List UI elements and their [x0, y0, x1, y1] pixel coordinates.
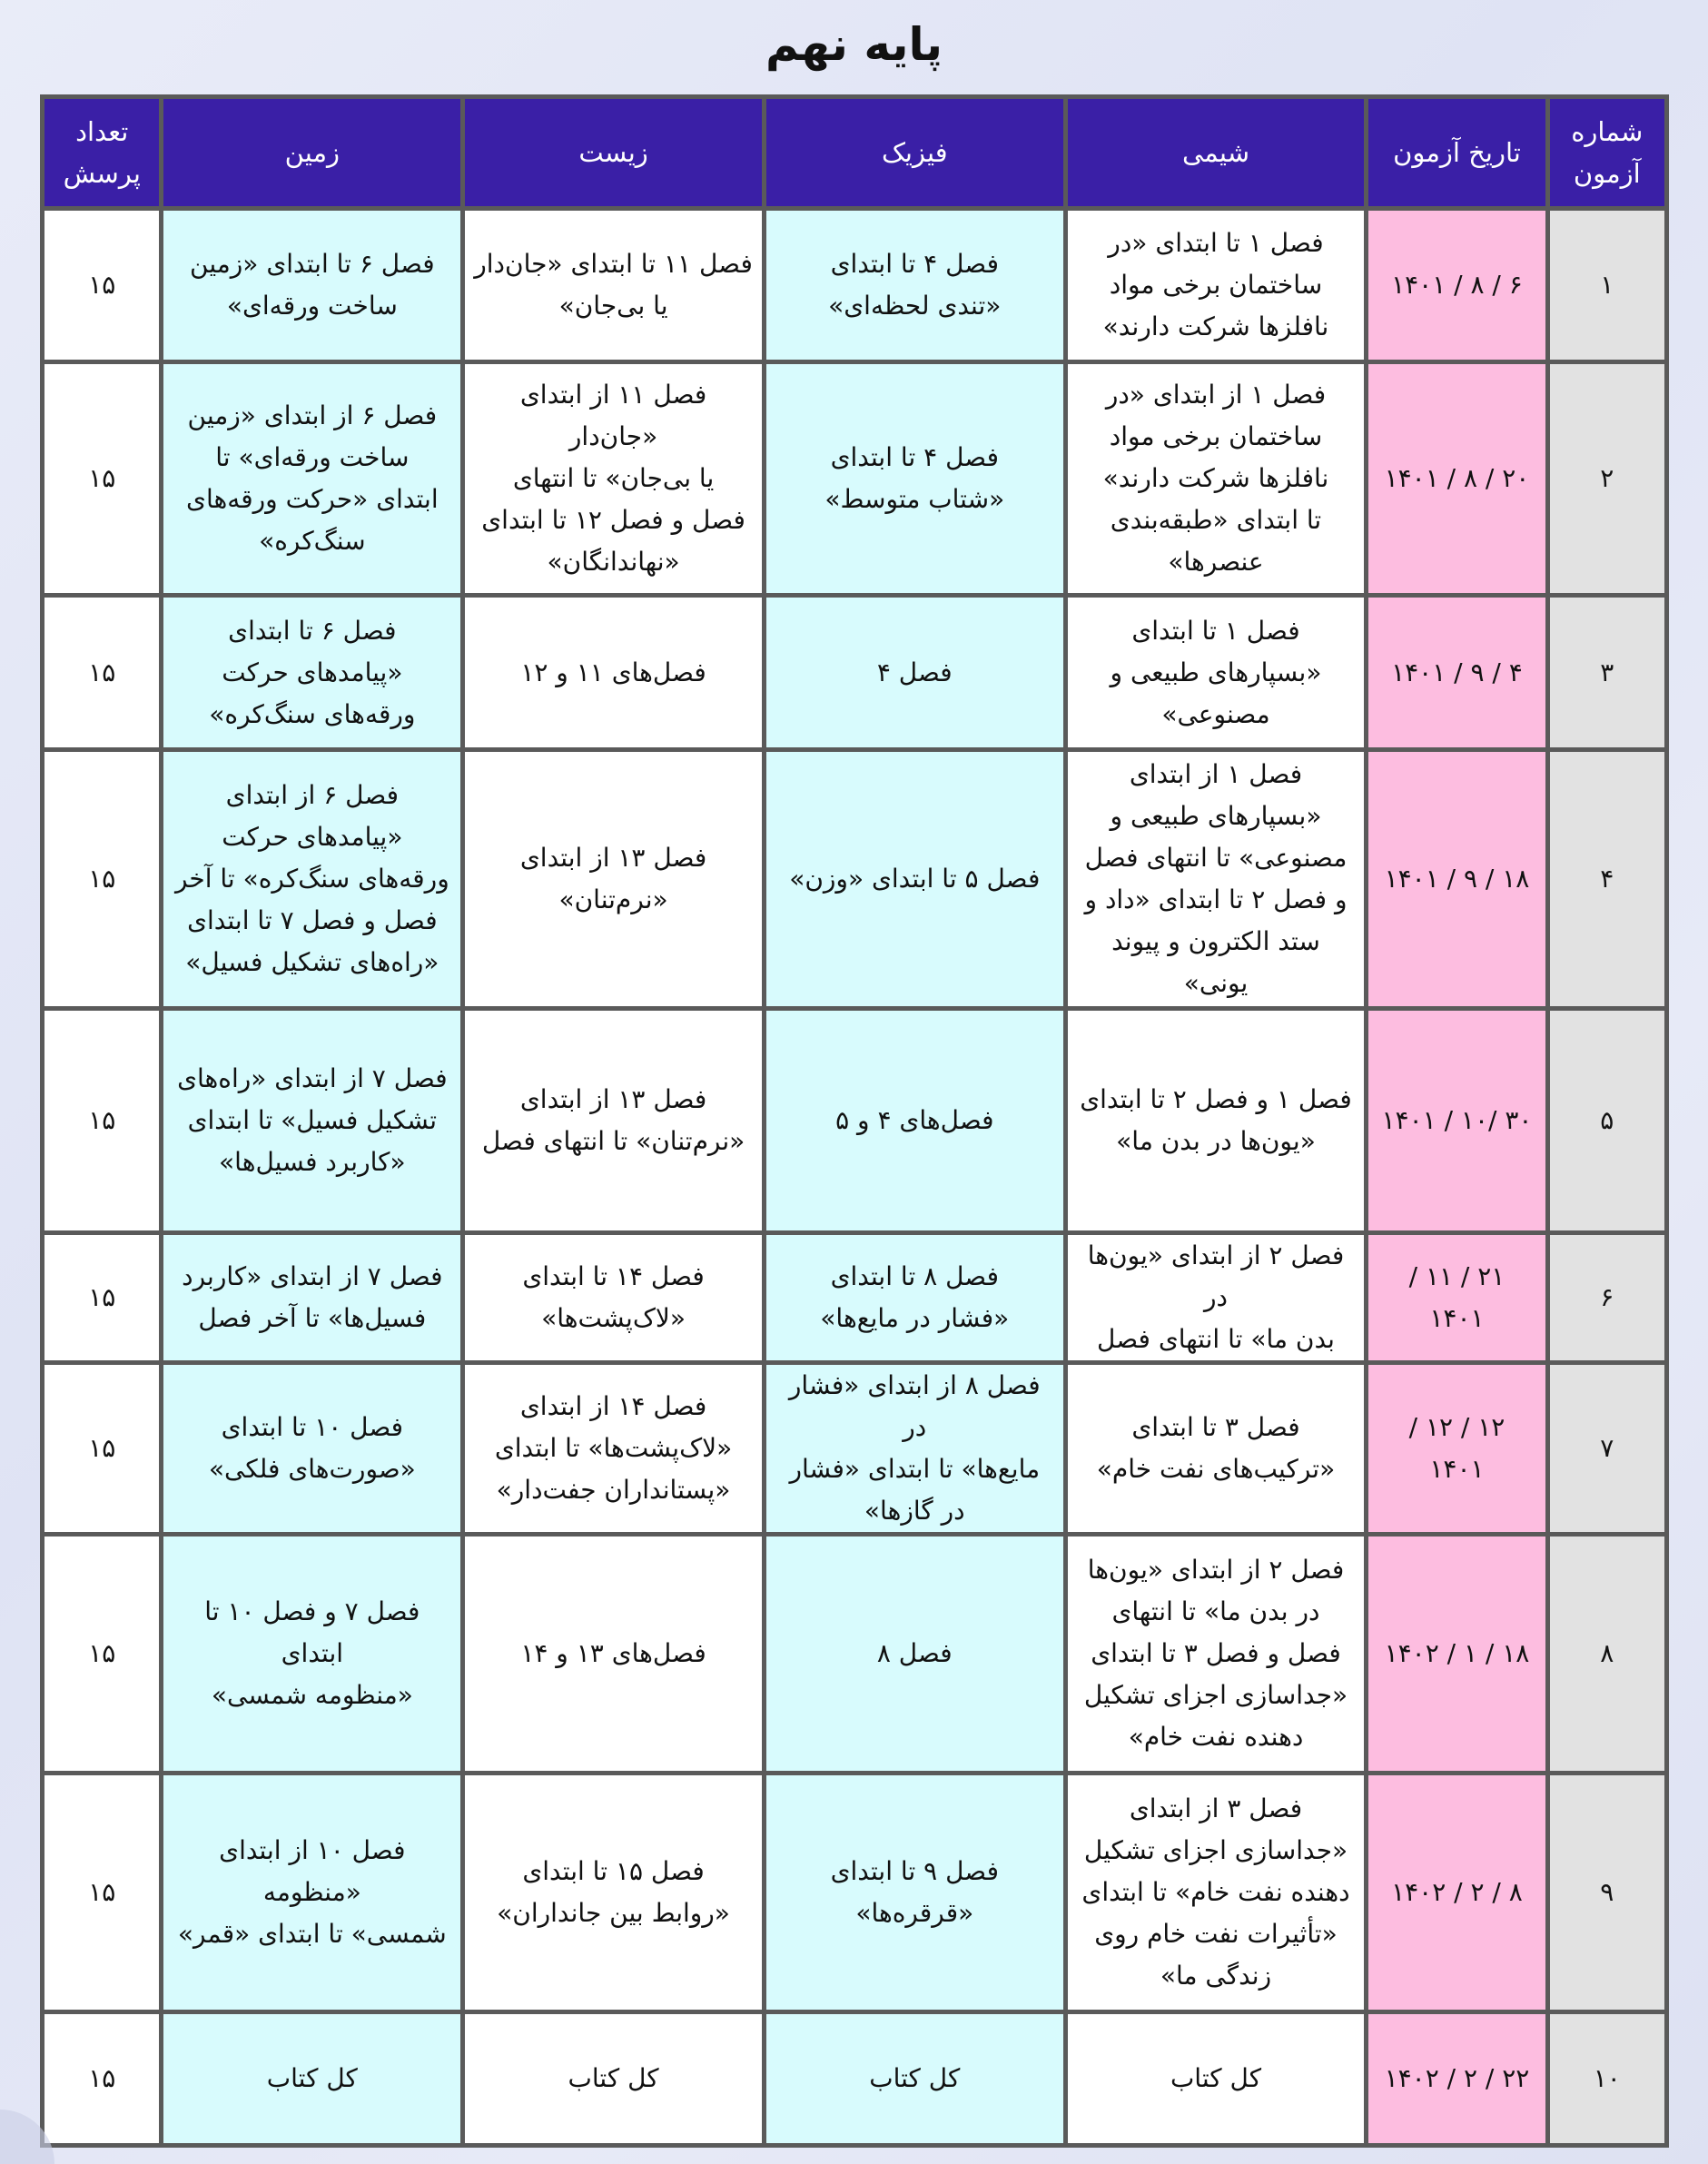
chemistry-cell: فصل ۲ از ابتدای «یون‌ها در بدن ما» تا انتهای فصل [1068, 1235, 1365, 1360]
exam-number-cell: ۵ [1550, 1011, 1664, 1230]
chemistry-cell: فصل ۳ از ابتدای «جداسازی اجزای تشکیل دهنده نفت خام» تا ابتدای «تأثیرات نفت خام روی زندگی ما» [1068, 1775, 1365, 2010]
earth-cell: فصل ۷ از ابتدای «کاربرد فسیل‌ها» تا آخر فصل [163, 1235, 460, 1360]
table-row [44, 1537, 1664, 1771]
earth-cell: فصل ۱۰ از ابتدای «منظومه شمسی» تا ابتدای «قمر» [163, 1775, 460, 2010]
question-count-cell: ۱۵ [44, 1537, 159, 1771]
chemistry-cell: فصل ۱ تا ابتدای «بسپارهای طبیعی و مصنوعی» [1068, 598, 1365, 747]
table-row [44, 1365, 1664, 1532]
question-count-cell: ۱۵ [44, 2014, 159, 2143]
exam-date-cell: ۱۸ / ۹ / ۱۴۰۱ [1368, 752, 1545, 1006]
header-chemistry: شیمی [1068, 99, 1365, 206]
physics-cell: فصل‌های ۴ و ۵ [766, 1011, 1063, 1230]
exam-number-cell: ۹ [1550, 1775, 1664, 2010]
biology-cell: فصل‌های ۱۳ و ۱۴ [465, 1537, 762, 1771]
physics-cell: فصل ۸ تا ابتدای «فشار در مایع‌ها» [766, 1235, 1063, 1360]
physics-cell: فصل ۴ تا ابتدای «شتاب متوسط» [766, 364, 1063, 593]
chemistry-cell: فصل ۱ از ابتدای «بسپارهای طبیعی و مصنوعی» تا انتهای فصل و فصل ۲ تا ابتدای «داد و ستد الکترون و پیوند یونی» [1068, 752, 1365, 1006]
exam-number-cell: ۱ [1550, 211, 1664, 360]
chemistry-cell: فصل ۳ تا ابتدای «ترکیب‌های نفت خام» [1068, 1365, 1365, 1532]
table-row [44, 598, 1664, 747]
exam-number-cell: ۲ [1550, 364, 1664, 593]
earth-cell: فصل ۶ از ابتدای «زمین ساخت ورقه‌ای» تا ابتدای «حرکت ورقه‌های سنگ‌کره» [163, 364, 460, 593]
biology-cell: فصل ۱۱ تا ابتدای «جان‌دار یا بی‌جان» [465, 211, 762, 360]
biology-cell: کل کتاب [465, 2014, 762, 2143]
biology-cell: فصل ۱۴ از ابتدای «لاک‌پشت‌ها» تا ابتدای «پستانداران جفت‌دار» [465, 1365, 762, 1532]
table-row [44, 211, 1664, 360]
header-biology: زیست [465, 99, 762, 206]
exam-date-cell: ۳۰ /۱۰ / ۱۴۰۱ [1368, 1011, 1545, 1230]
header-question-count: تعداد پرسش [44, 99, 159, 206]
biology-cell: فصل ۱۴ تا ابتدای «لاک‌پشت‌ها» [465, 1235, 762, 1360]
physics-cell: کل کتاب [766, 2014, 1063, 2143]
earth-cell: فصل ۶ از ابتدای «پیامدهای حرکت ورقه‌های سنگ‌کره» تا آخر فصل و فصل ۷ تا ابتدای «راه‌های تشکیل فسیل» [163, 752, 460, 1006]
header-exam-number: شماره آزمون [1550, 99, 1664, 206]
table-row [44, 1235, 1664, 1360]
exam-date-cell: ۸ / ۲ / ۱۴۰۲ [1368, 1775, 1545, 2010]
biology-cell: فصل ۱۵ تا ابتدای «روابط بین جانداران» [465, 1775, 762, 2010]
earth-cell: فصل ۶ تا ابتدای «زمین ساخت ورقه‌ای» [163, 211, 460, 360]
exam-date-cell: ۴ / ۹ / ۱۴۰۱ [1368, 598, 1545, 747]
question-count-cell: ۱۵ [44, 598, 159, 747]
biology-cell: فصل ۱۳ از ابتدای «نرم‌تنان» تا انتهای فصل [465, 1011, 762, 1230]
physics-cell: فصل ۸ از ابتدای «فشار در مایع‌ها» تا ابتدای «فشار در گازها» [766, 1365, 1063, 1532]
exam-schedule-table [40, 94, 1669, 2138]
question-count-cell: ۱۵ [44, 211, 159, 360]
exam-date-cell: ۲۰ / ۸ / ۱۴۰۱ [1368, 364, 1545, 593]
exam-number-cell: ۷ [1550, 1365, 1664, 1532]
chemistry-cell: فصل ۱ و فصل ۲ تا ابتدای «یون‌ها در بدن ما» [1068, 1011, 1365, 1230]
exam-date-cell: ۲۱ / ۱۱ / ۱۴۰۱ [1368, 1235, 1545, 1360]
exam-number-cell: ۳ [1550, 598, 1664, 747]
question-count-cell: ۱۵ [44, 1235, 159, 1360]
header-exam-date: تاریخ آزمون [1368, 99, 1545, 206]
earth-cell: فصل ۷ از ابتدای «راه‌های تشکیل فسیل» تا ابتدای «کاربرد فسیل‌ها» [163, 1011, 460, 1230]
physics-cell: فصل ۴ تا ابتدای «تندی لحظه‌ای» [766, 211, 1063, 360]
exam-number-cell: ۶ [1550, 1235, 1664, 1360]
biology-cell: فصل ۱۳ از ابتدای «نرم‌تنان» [465, 752, 762, 1006]
biology-cell: فصل ۱۱ از ابتدای «جان‌دار یا بی‌جان» تا انتهای فصل و فصل ۱۲ تا ابتدای «نهاندانگان» [465, 364, 762, 593]
question-count-cell: ۱۵ [44, 1365, 159, 1532]
earth-cell: کل کتاب [163, 2014, 460, 2143]
question-count-cell: ۱۵ [44, 1775, 159, 2010]
exam-number-cell: ۱۰ [1550, 2014, 1664, 2143]
exam-number-cell: ۴ [1550, 752, 1664, 1006]
chemistry-cell: کل کتاب [1068, 2014, 1365, 2143]
exam-date-cell: ۱۲ / ۱۲ / ۱۴۰۱ [1368, 1365, 1545, 1532]
question-count-cell: ۱۵ [44, 752, 159, 1006]
earth-cell: فصل ۱۰ تا ابتدای «صورت‌های فلکی» [163, 1365, 460, 1532]
exam-number-cell: ۸ [1550, 1537, 1664, 1771]
physics-cell: فصل ۸ [766, 1537, 1063, 1771]
question-count-cell: ۱۵ [44, 1011, 159, 1230]
chemistry-cell: فصل ۱ از ابتدای «در ساختمان برخی مواد نافلزها شرکت دارند» تا ابتدای «طبقه‌بندی عنصرها» [1068, 364, 1365, 593]
chemistry-cell: فصل ۲ از ابتدای «یون‌ها در بدن ما» تا انتهای فصل و فصل ۳ تا ابتدای «جداسازی اجزای تشکیل دهنده نفت خام» [1068, 1537, 1365, 1771]
table-row [44, 2014, 1664, 2143]
physics-cell: فصل ۵ تا ابتدای «وزن» [766, 752, 1063, 1006]
exam-date-cell: ۶ / ۸ / ۱۴۰۱ [1368, 211, 1545, 360]
header-physics: فیزیک [766, 99, 1063, 206]
physics-cell: فصل ۹ تا ابتدای «قرقره‌ها» [766, 1775, 1063, 2010]
physics-cell: فصل ۴ [766, 598, 1063, 747]
table-row [44, 1011, 1664, 1230]
exam-date-cell: ۱۸ / ۱ / ۱۴۰۲ [1368, 1537, 1545, 1771]
header-earth: زمین [163, 99, 460, 206]
table-header-row [44, 99, 1664, 206]
earth-cell: فصل ۷ و فصل ۱۰ تا ابتدای «منظومه شمسی» [163, 1537, 460, 1771]
earth-cell: فصل ۶ تا ابتدای «پیامدهای حرکت ورقه‌های سنگ‌کره» [163, 598, 460, 747]
question-count-cell: ۱۵ [44, 364, 159, 593]
exam-date-cell: ۲۲ / ۲ / ۱۴۰۲ [1368, 2014, 1545, 2143]
page-title: پایه نهم [765, 18, 943, 71]
biology-cell: فصل‌های ۱۱ و ۱۲ [465, 598, 762, 747]
table-row [44, 752, 1664, 1006]
table-row [44, 1775, 1664, 2010]
chemistry-cell: فصل ۱ تا ابتدای «در ساختمان برخی مواد نافلزها شرکت دارند» [1068, 211, 1365, 360]
table-row [44, 364, 1664, 593]
